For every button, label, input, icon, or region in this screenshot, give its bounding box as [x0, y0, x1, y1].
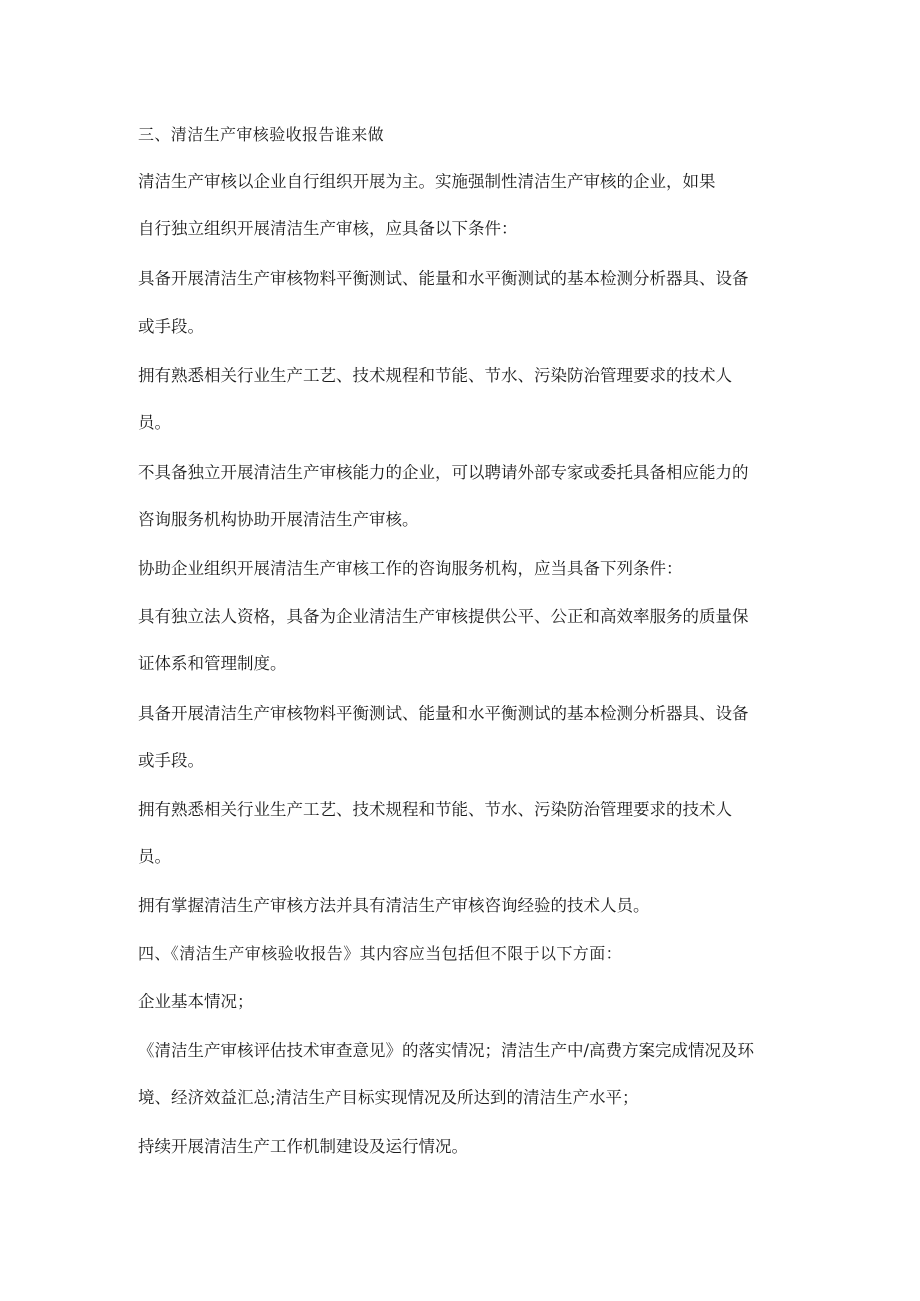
list-item-line: 境、经济效益汇总;清洁生产目标实现情况及所达到的清洁生产水平； [138, 1088, 639, 1107]
paragraph-line: 清洁生产审核以企业自行组织开展为主。实施强制性清洁生产审核的企业，如果 [138, 172, 716, 191]
list-item-line: 或手段。 [138, 751, 204, 770]
list-item-line: 企业基本情况； [138, 992, 254, 1011]
list-item-line: 证体系和管理制度。 [138, 654, 287, 673]
section-heading-3: 三、清洁生产审核验收报告谁来做 [138, 125, 385, 144]
paragraph-line: 咨询服务机构协助开展清洁生产审核。 [138, 510, 419, 529]
paragraph-line: 不具备独立开展清洁生产审核能力的企业，可以聘请外部专家或委托具备相应能力的 [138, 463, 749, 482]
list-item-line: 《清洁生产审核评估技术审查意见》的落实情况；清洁生产中/高费方案完成情况及环 [138, 1041, 755, 1060]
list-item-line: 持续开展清洁生产工作机制建设及运行情况。 [138, 1137, 468, 1156]
section-heading-4: 四、《清洁生产审核验收报告》其内容应当包括但不限于以下方面： [138, 944, 623, 963]
list-item-line: 员。 [138, 413, 171, 432]
list-item-line: 或手段。 [138, 317, 204, 336]
list-item-line: 具备开展清洁生产审核物料平衡测试、能量和水平衡测试的基本检测分析器具、设备 [138, 269, 749, 288]
paragraph-line: 自行独立组织开展清洁生产审核，应具备以下条件： [138, 219, 518, 238]
list-item-line: 拥有熟悉相关行业生产工艺、技术规程和节能、节水、污染防治管理要求的技术人 [138, 366, 732, 385]
list-item-line: 具备开展清洁生产审核物料平衡测试、能量和水平衡测试的基本检测分析器具、设备 [138, 704, 749, 723]
paragraph-line: 协助企业组织开展清洁生产审核工作的咨询服务机构，应当具备下列条件： [138, 559, 683, 578]
list-item-line: 员。 [138, 847, 171, 866]
list-item-line: 拥有熟悉相关行业生产工艺、技术规程和节能、节水、污染防治管理要求的技术人 [138, 800, 732, 819]
list-item-line: 拥有掌握清洁生产审核方法并具有清洁生产审核咨询经验的技术人员。 [138, 896, 650, 915]
list-item-line: 具有独立法人资格，具备为企业清洁生产审核提供公平、公正和高效率服务的质量保 [138, 607, 749, 626]
